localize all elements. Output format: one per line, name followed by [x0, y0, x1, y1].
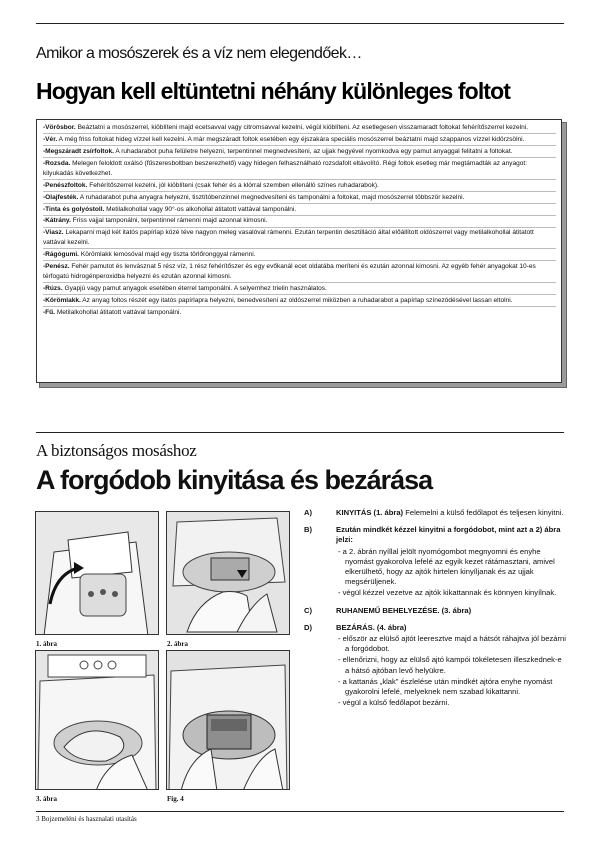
stain-name: -Rúzs. — [43, 284, 63, 292]
stain-item — [43, 159, 556, 180]
instruction-steps — [304, 508, 566, 715]
stain-item — [43, 216, 556, 227]
top-rule — [36, 23, 564, 24]
stain-description: A ruhadarabot puha anyagra helyezni, tisztítóbenzinnel megnedvesíteni és tamponálni a foltokat, majd mosószerrel többször kezelni. — [78, 193, 465, 201]
stain-name: -Megszáradt zsírfoltok. — [43, 147, 114, 155]
step-bullet: - végül a külső fedőlapot bezárni. — [338, 698, 450, 708]
stain-description: Fehérítőszerrel kezelni, jól kiöblíteni (csak fehér és a klórral szemben ellenálló színes ruhadarabok). — [87, 181, 379, 189]
loading-laundry-illustration — [36, 651, 159, 790]
footer-rule — [36, 811, 564, 812]
stain-description: A ruhadarabot puha felületre helyezni, terpentinnel megnedvesíteni, az ujjak hegyével nyomkodva egy pamut anyaggal felitatni a foltokat. — [113, 147, 513, 155]
stain-item — [43, 181, 556, 192]
instruction-step — [304, 525, 566, 598]
step-heading: BEZÁRÁS. (4. ábra) — [336, 622, 407, 632]
step-bullet: - először az elülső ajtót leeresztve majd a hátsót ráhajtva jól bezárni a forgódobot. — [338, 634, 566, 654]
step-letter: D) — [304, 622, 313, 632]
stain-description: Metilalkohollal átitatott vattával tamponálni. — [55, 308, 182, 316]
stain-name: -Vér. — [43, 135, 58, 143]
stain-name: -Penész. — [43, 263, 70, 271]
stain-description: Beáztatni a mosószerrel, kiöblíteni majd ecetsavval vagy citromsavval kezelni, végül kiöblíteni. Az esetlegesen visszamaradt foltokat fehérítőszerrel kezelni. — [75, 124, 529, 131]
step-heading: RUHANEMŰ BEHELYEZÉSE. (3. ábra) — [336, 605, 472, 615]
step-bullet: - végül kézzel vezetve az ajtók kikattannak és könnyen kinyílnak. — [338, 588, 557, 598]
stain-item — [43, 308, 556, 318]
instruction-step — [304, 508, 566, 518]
step-body — [336, 508, 566, 518]
step-body — [336, 525, 566, 598]
stain-description: Melegen feloldott oxálsó (fűszeresboltban beszerezhető) vagy hidegen felhasználható rozsdafolt eltávolító. Régi foltok esetleg már megtámadták az anyagot: kilyukadás következhet. — [43, 159, 528, 177]
stain-item — [43, 193, 556, 204]
stain-description: A még friss foltokat hideg vízzel kell kezelni. A már megszáradt foltok esetében egy éjszakára speciális mosószerrel beáztatni majd szappanos vízzel kidörzsölni. — [57, 135, 525, 143]
page-footer: 3 Bojzemeléni és hasznalati utasítás — [36, 815, 137, 823]
stain-item — [43, 147, 556, 158]
stain-item — [43, 284, 556, 295]
step-body — [336, 606, 566, 616]
stain-name: -Tinta és golyóstoll. — [43, 205, 105, 213]
step-bullet: - a 2. ábrán nyíllal jelölt nyomógombot megnyomni és enyhe nyomást gyakorolva lefelé az egyik kezet rátámasztani, amivel elkerülhető, hogy az ajtók hirtelen kinyíljanak és az ujjak megsérüljenek. — [338, 546, 555, 587]
figure-2-image — [166, 511, 290, 635]
section-divider — [36, 432, 564, 433]
stain-description: Az anyag foltos részét egy itatós papírlapra helyezni, benedvesíteni az oldószerrel miközben a ruhadarabot a papírlap színezódésével lassan eltolni. — [80, 296, 513, 304]
figure-3-caption: 3. ábra — [36, 795, 57, 803]
stain-description: Gyapjú vagy pamut anyagok esetében éterrel tamponálni. A selyemhez trielin használatos. — [62, 284, 327, 292]
section2-title: A forgódob kinyitása és bezárása — [36, 465, 433, 495]
drum-closing-illustration — [167, 651, 290, 790]
stain-item — [43, 262, 556, 283]
step-bullet: - ellenőrizni, hogy az elülső ajtó kampói tökéletesen illeszkednek-e a hátsó ajtóban levő helyükre. — [338, 655, 562, 675]
stain-item — [43, 205, 556, 216]
stain-description: Metilalkohollal vagy 90°-os alkohollal átitatott vattával tamponálni. — [104, 205, 297, 213]
stain-description: Körömlakk lemosóval majd egy tiszta törlőronggyal rámenni. — [79, 251, 256, 259]
stain-description: Fehér pamutot és lenvásznat 5 rész víz, 1 rész fehérítőszer és egy evőkanál ecet oldatába meríteni és ezután azonnal kimosni. Az egyéb fehér anyagokat 10-es térfogatú hidrogénperoxidba helyezni és ezután azonnal kimosni. — [43, 263, 536, 280]
stain-removal-box — [36, 119, 562, 383]
figure-2-caption: 2. ábra — [167, 640, 188, 648]
stain-name: -Rozsda. — [43, 159, 71, 167]
figure-4-image — [166, 650, 290, 790]
figure-4-caption: Fig. 4 — [167, 795, 184, 803]
section1-subtitle: Amikor a mosószerek és a víz nem elegendőek… — [36, 45, 362, 62]
stain-item — [43, 228, 556, 249]
washer-lid-open-illustration — [36, 512, 159, 635]
instruction-step — [304, 623, 566, 709]
step-letter: C) — [304, 605, 313, 615]
stain-name: -Kátrány. — [43, 217, 71, 225]
step-letter: A) — [304, 508, 313, 517]
stain-name: -Rágógumi. — [43, 251, 80, 259]
figure-1-image — [35, 511, 159, 635]
step-body — [336, 623, 566, 709]
stain-name: -Penészfoltok. — [43, 181, 88, 189]
stain-item — [43, 135, 556, 146]
stain-name: -Olajfesték. — [43, 193, 79, 201]
step-letter: B) — [304, 525, 313, 535]
step-bullet: - a kattanás „klak” észlelése után mindkét ajtóra enyhe nyomást gyakorolni lefelé, melyeknek nem szabad kikattanni. — [338, 676, 553, 697]
stain-name: -Viasz. — [43, 229, 64, 237]
instruction-step — [304, 606, 566, 616]
drum-opening-illustration — [167, 512, 290, 635]
stain-name: -Körömlakk. — [43, 296, 81, 304]
section1-title: Hogyan kell eltüntetni néhány különleges foltot — [36, 78, 510, 104]
stain-item — [43, 250, 556, 261]
step-heading: KINYITÁS (1. ábra) — [336, 508, 404, 517]
stain-name: -Fű. — [43, 308, 55, 316]
stain-name: -Vörösbor. — [43, 124, 76, 131]
stain-description: Lekaparni majd két itatós papírlap közé téve nagyon meleg vasalóval rámenni. Ezután terpentin desztilláció által előállított oldószerrel vagy metilalkohollal átitatott vattával kezelni. — [43, 229, 534, 247]
stain-item — [43, 296, 556, 307]
stain-item — [43, 123, 556, 134]
step-heading: Ezután mindkét kézzel kinyitni a forgódobot, mint azt a 2) ábra jelzi: — [336, 525, 561, 545]
stain-description: Friss vajjal tamponálni, terpentinnel rámenni majd azonnal kimosni. — [70, 217, 268, 225]
figure-1-caption: 1. ábra — [36, 640, 57, 648]
step-text: Felemelni a külső fedőlapot és teljesen kinyitni. — [403, 508, 564, 517]
section2-subtitle: A biztonságos mosáshoz — [36, 441, 197, 460]
figure-3-image — [35, 650, 159, 790]
